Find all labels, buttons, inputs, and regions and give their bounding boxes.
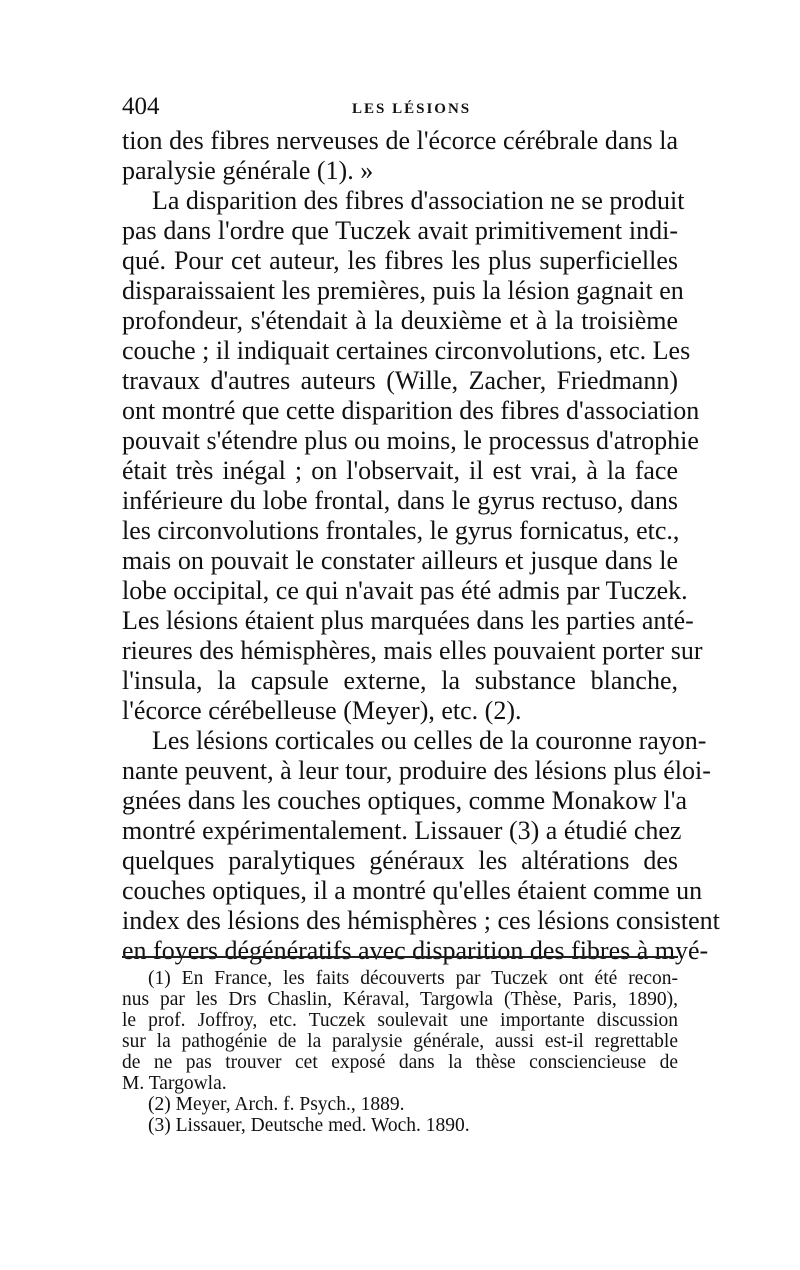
text-line: index des lésions des hémisphères ; ces lésions consistent xyxy=(122,906,720,935)
body-text xyxy=(122,126,720,966)
text-line: gnées dans les couches optiques, comme Monakow l'a xyxy=(122,786,687,815)
text-line: rieures des hémisphères, mais elles pouvaient porter sur xyxy=(122,636,703,665)
text-line: travaux d'autres auteurs (Wille, Zacher, Friedmann) xyxy=(122,366,678,395)
text-line: montré expérimentalement. Lissauer (3) a étudié chez xyxy=(122,816,682,845)
text-line: inférieure du lobe frontal, dans le gyrus rectuso, dans xyxy=(122,486,678,515)
footnote-line: (3) Lissauer, Deutsche med. Woch. 1890. xyxy=(148,1115,470,1136)
text-line: pas dans l'ordre que Tuczek avait primitivement indi- xyxy=(122,216,678,245)
page-number: 404 xyxy=(122,93,160,120)
text-line: pouvait s'étendre plus ou moins, le processus d'atrophie xyxy=(122,426,699,455)
footnote-line: de ne pas trouver cet exposé dans la thèse consciencieuse de xyxy=(122,1052,678,1073)
text-line: Les lésions corticales ou celles de la couronne rayon- xyxy=(152,726,707,755)
text-line: l'écorce cérébelleuse (Meyer), etc. (2). xyxy=(122,696,522,725)
text-line: l'insula, la capsule externe, la substance blanche, xyxy=(122,666,678,695)
text-line: en foyers dégénératifs avec disparition des fibres à myé- xyxy=(122,936,709,965)
text-line: paralysie générale (1). » xyxy=(122,156,374,185)
footnote-line: nus par les Drs Chaslin, Kéraval, Targowla (Thèse, Paris, 1890), xyxy=(122,989,678,1010)
text-line: quelques paralytiques généraux les altérations des xyxy=(122,846,678,875)
text-line: était très inégal ; on l'observait, il est vrai, à la face xyxy=(122,456,678,485)
text-line: Les lésions étaient plus marquées dans les parties anté- xyxy=(122,606,694,635)
text-line: ont montré que cette disparition des fibres d'association xyxy=(122,396,700,425)
footnote-line: M. Targowla. xyxy=(122,1073,227,1094)
text-line: disparaissaient les premières, puis la lésion gagnait en xyxy=(122,276,684,305)
footnotes xyxy=(122,968,678,1136)
footnote-line: le prof. Joffroy, etc. Tuczek soulevait une importante discussion xyxy=(122,1010,678,1031)
running-head: LES LÉSIONS xyxy=(352,101,472,117)
text-line: La disparition des fibres d'association ne se produit xyxy=(152,186,685,215)
footnote-line: sur la pathogénie de la paralysie générale, aussi est-il regrettable xyxy=(122,1031,678,1052)
footnote-line: (2) Meyer, Arch. f. Psych., 1889. xyxy=(148,1094,405,1115)
text-line: couches optiques, il a montré qu'elles étaient comme un xyxy=(122,876,703,905)
text-line: nante peuvent, à leur tour, produire des lésions plus éloi- xyxy=(122,756,711,785)
text-line: les circonvolutions frontales, le gyrus fornicatus, etc., xyxy=(122,516,680,545)
page-header xyxy=(122,92,678,126)
text-line: mais on pouvait le constater ailleurs et jusque dans le xyxy=(122,546,678,575)
text-line: lobe occipital, ce qui n'avait pas été admis par Tuczek. xyxy=(122,576,688,605)
text-line: qué. Pour cet auteur, les fibres les plus superficielles xyxy=(122,246,678,275)
text-line: couche ; il indiquait certaines circonvolutions, etc. Les xyxy=(122,336,691,365)
footnote-rule xyxy=(122,956,678,958)
footnote-line: (1) En France, les faits découverts par Tuczek ont été recon- xyxy=(148,968,678,989)
text-line: tion des fibres nerveuses de l'écorce cérébrale dans la xyxy=(122,126,678,155)
text-line: profondeur, s'étendait à la deuxième et à la troisième xyxy=(122,306,678,335)
